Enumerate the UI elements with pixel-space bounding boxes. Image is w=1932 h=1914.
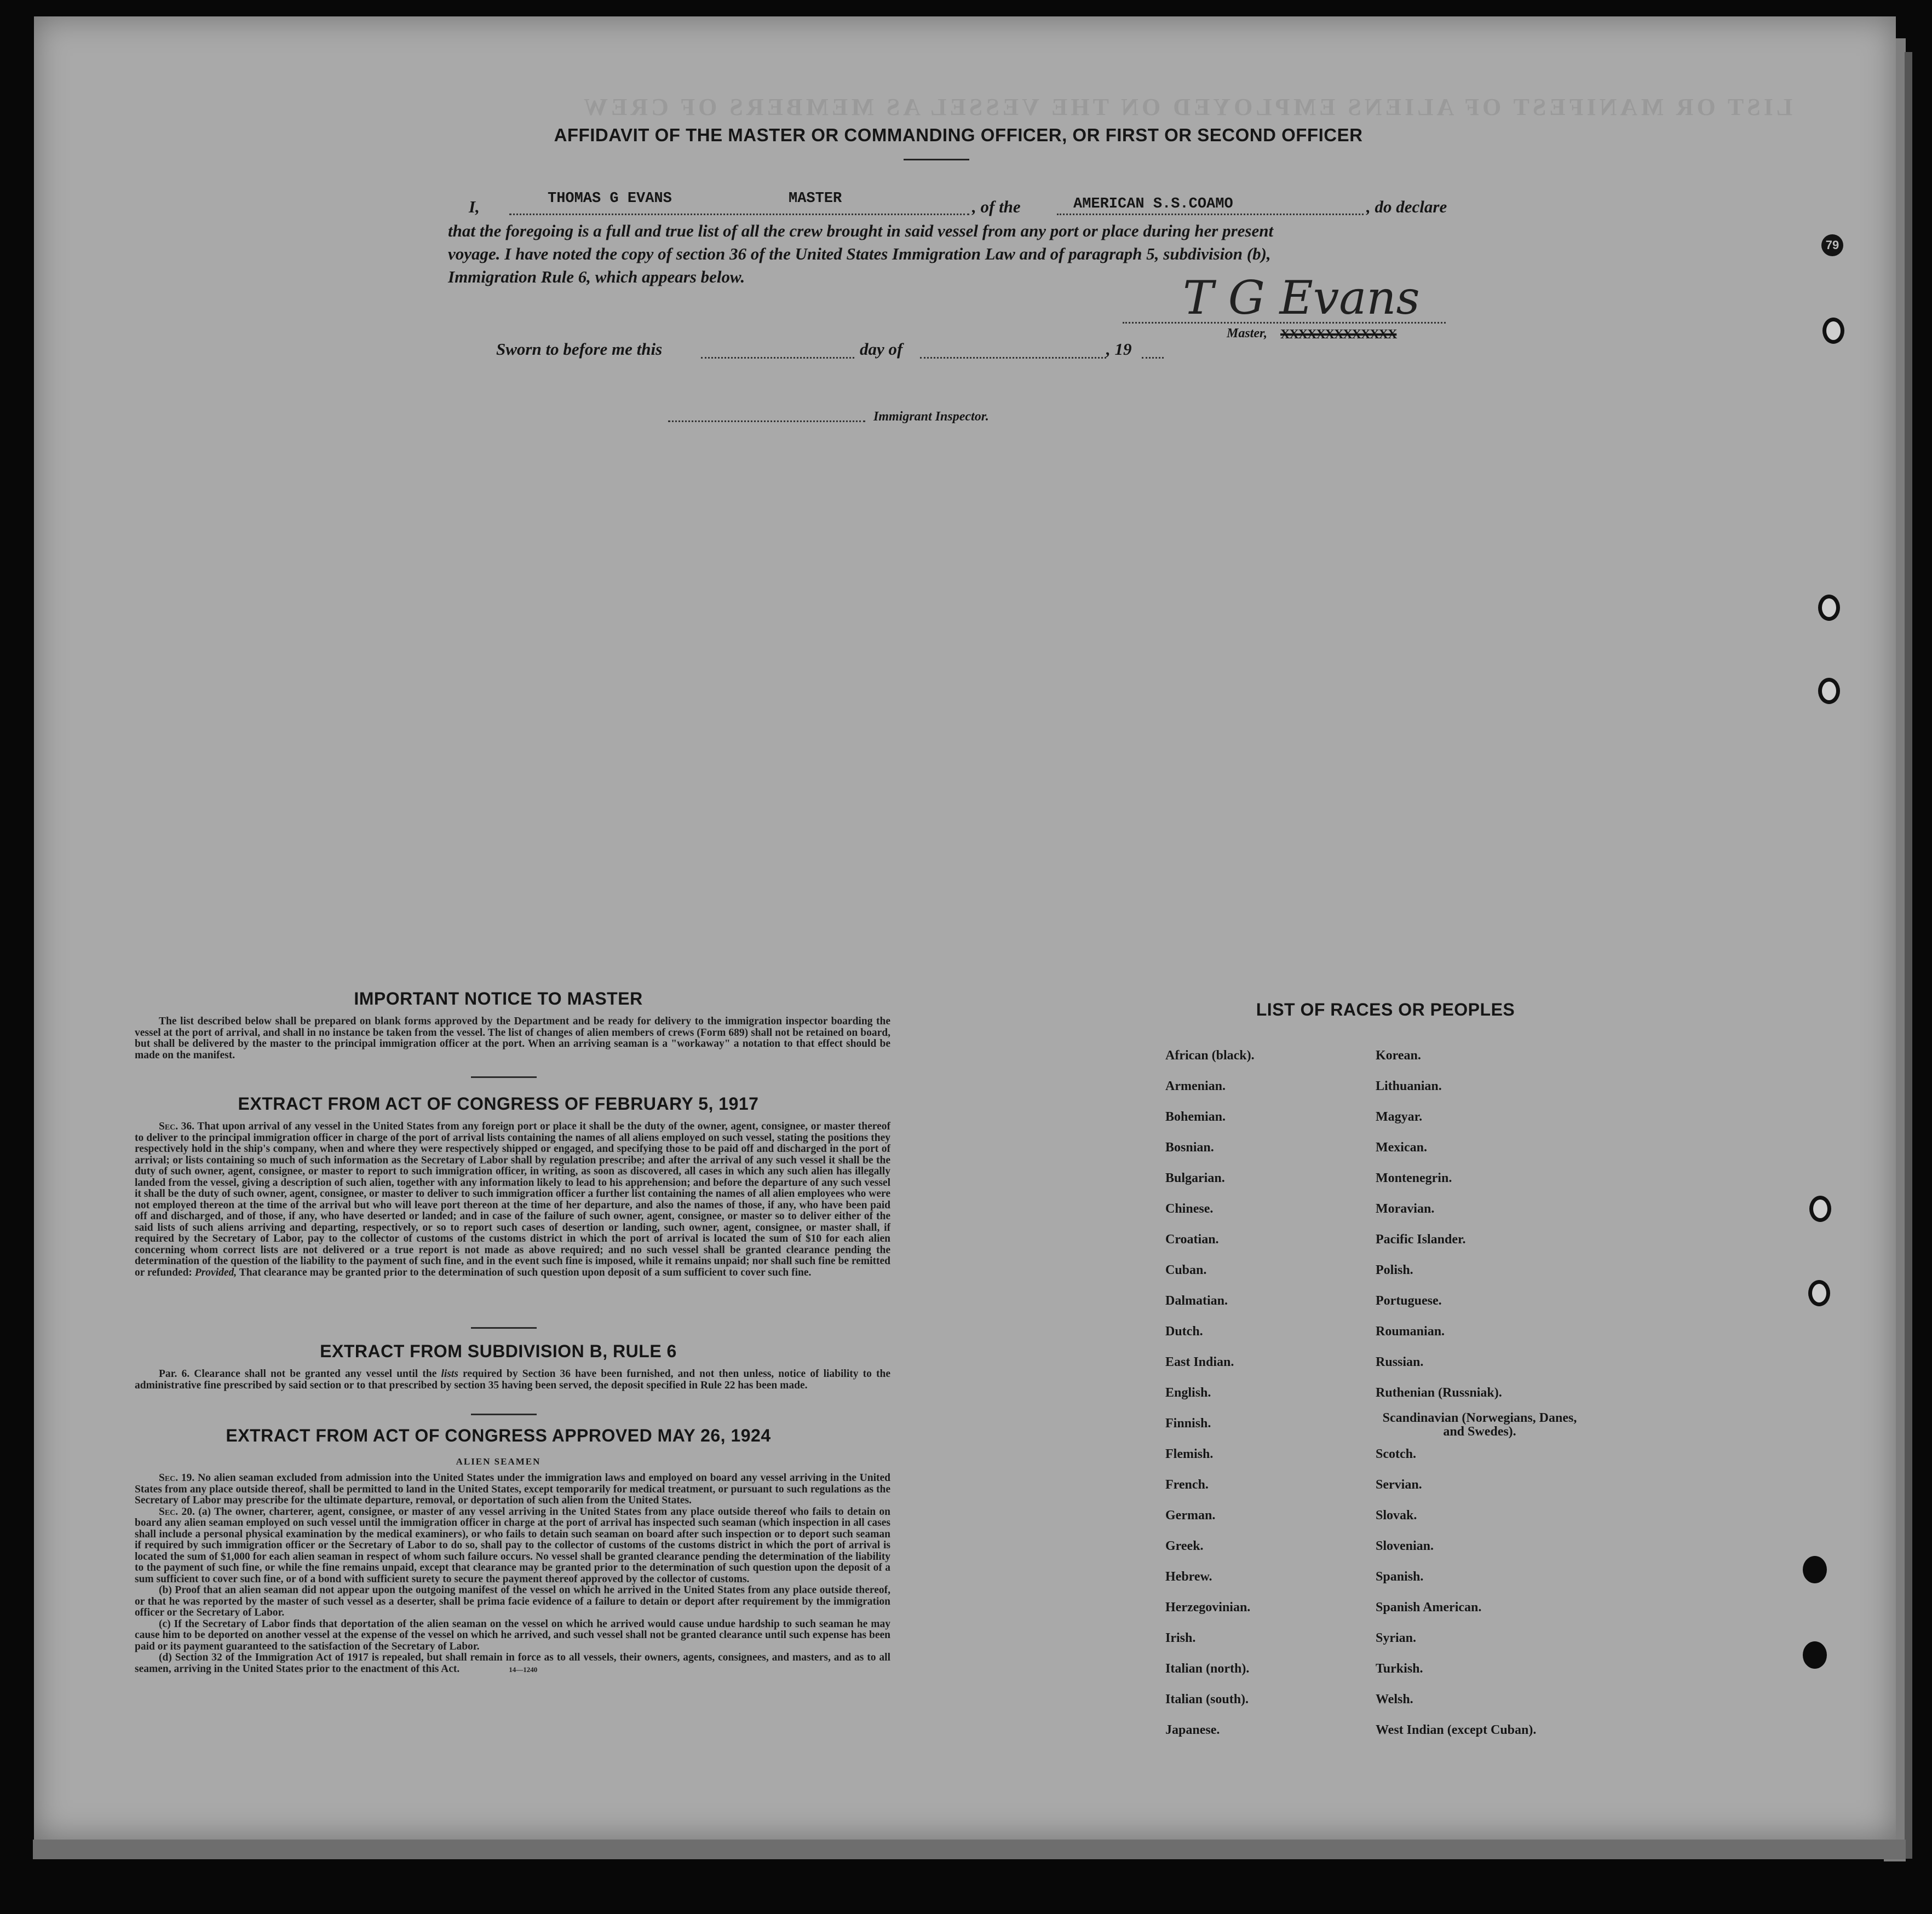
rule6-text-b: required by Section 36 have been furnished, and not then unless, notice of liability to the administrative fine prescribed by said section or to that prescribed by section 35 having been served, the deposit specified in Rule 22 has been made. xyxy=(135,1368,891,1391)
divider-rule-3 xyxy=(471,1414,537,1415)
year-prefix: , 19 xyxy=(1106,339,1132,359)
race-item: Herzegovinian. xyxy=(1165,1600,1251,1615)
rule6-lists: lists xyxy=(441,1368,458,1380)
inspector-line xyxy=(668,420,865,422)
extract-1924-title: EXTRACT FROM ACT OF CONGRESS APPROVED MAY 26, 1924 xyxy=(226,1426,771,1445)
race-item: Irish. xyxy=(1165,1631,1196,1645)
proviso-label: Provided, xyxy=(194,1266,237,1278)
inspector-label: Immigrant Inspector. xyxy=(873,410,989,424)
race-item: Japanese. xyxy=(1165,1723,1220,1737)
divider-rule xyxy=(471,1076,537,1078)
struck-out-title: XXXXXXXXXXXXX xyxy=(1280,327,1397,342)
race-item: Portuguese. xyxy=(1376,1294,1442,1308)
proviso-text: That clearance may be granted prior to the determination of such question upon deposit of a sum sufficient to cover such fine. xyxy=(239,1266,812,1278)
master-label: Master, xyxy=(1227,326,1268,341)
sec-20a-text: (a) The owner, charterer, agent, consignee, or master of any vessel arriving in the United States from any place outside thereof who fails to detain on board any alien seaman employed on such vessel until the immigration officer in charge at the port of arrival has inspected such seaman (which inspection in all cases shall include a personal physical examination by the medical examiners), or who fails to detain such seaman on board after such inspection or to deport such seaman if required by such immigration officer or the Secretary of Labor to do so, shall pay to the collector of customs of the customs district in which the port of arrival is located the sum of $1,000 for each alien seaman in respect of whom such failure occurs. No vessel shall be granted clearance pending the determination of the liability to the payment of such fine, or while the fine remains unpaid, except that clearance may be granted prior to the determination of such question upon the deposit of a sum sufficient to cover such fine, or of a bond with sufficient surety to secure the payment thereof approved by the collector of customs. xyxy=(135,1506,891,1585)
master-rank-typed: MASTER xyxy=(789,191,842,207)
race-item: Moravian. xyxy=(1376,1202,1435,1216)
race-item: Greek. xyxy=(1165,1539,1204,1553)
vessel-name-typed: AMERICAN S.S.COAMO xyxy=(1073,196,1233,212)
race-item: African (black). xyxy=(1165,1048,1255,1063)
race-item: Spanish. xyxy=(1376,1570,1424,1584)
binder-hole xyxy=(1822,318,1844,344)
binder-hole xyxy=(1808,1280,1830,1306)
sec-19-text: No alien seaman excluded from admission into the United States under the immigration laws and employed on board any vessel arriving in the United States from any place outside thereof, shall be permitted to land in the United States, except temporarily for medical treatment, or pursuant to such regulations as the Secretary of Labor may prescribe for the ultimate departure, removal, or deportation of such alien from the United States. xyxy=(135,1472,891,1506)
master-name-line xyxy=(509,214,969,215)
sec-36-label: Sec. 36. xyxy=(159,1121,195,1132)
extract-rule6-text xyxy=(135,1369,890,1391)
race-item: Ruthenian (Russniak). xyxy=(1376,1386,1502,1400)
race-item: Servian. xyxy=(1376,1478,1422,1492)
sec-19-label: Sec. 19. xyxy=(159,1472,195,1484)
race-item: Croatian. xyxy=(1165,1232,1219,1247)
race-item: Armenian. xyxy=(1165,1079,1226,1093)
page-number-badge: 79 xyxy=(1821,234,1843,256)
race-item: Syrian. xyxy=(1376,1631,1417,1645)
affidavit-pronoun: I, xyxy=(469,197,480,216)
race-item: Spanish American. xyxy=(1376,1600,1482,1615)
sworn-text: Sworn to before me this xyxy=(496,339,663,359)
race-item: Bohemian. xyxy=(1165,1110,1226,1124)
binder-hole xyxy=(1818,595,1840,621)
sworn-day-line xyxy=(701,357,854,359)
affidavit-of-the: , of the xyxy=(972,197,1021,216)
race-item: Pacific Islander. xyxy=(1376,1232,1466,1247)
race-item: Magyar. xyxy=(1376,1110,1423,1124)
race-item: Dutch. xyxy=(1165,1324,1203,1339)
binder-hole xyxy=(1818,678,1840,704)
extract-1917-title: EXTRACT FROM ACT OF CONGRESS OF FEBRUARY 5, 1917 xyxy=(238,1094,759,1114)
binder-hole-filled xyxy=(1803,1641,1827,1669)
race-item: Bulgarian. xyxy=(1165,1171,1225,1185)
title-rule xyxy=(904,159,969,160)
affidavit-line-4: Immigration Rule 6, which appears below. xyxy=(448,267,745,286)
race-item: Mexican. xyxy=(1376,1140,1427,1155)
race-item: Cuban. xyxy=(1165,1263,1207,1277)
race-item: Korean. xyxy=(1376,1048,1421,1063)
master-signature: T G Evans xyxy=(1183,271,1420,325)
extract-rule6-title: EXTRACT FROM SUBDIVISION B, RULE 6 xyxy=(320,1341,677,1361)
binder-hole-filled xyxy=(1803,1556,1827,1583)
alien-seamen-subtitle: ALIEN SEAMEN xyxy=(456,1456,541,1467)
affidavit-title: AFFIDAVIT OF THE MASTER OR COMMANDING OFFICER, OR FIRST OR SECOND OFFICER xyxy=(554,125,1363,145)
race-item: Scandinavian (Norwegians, Danes, and Swedes). xyxy=(1382,1411,1577,1439)
binder-hole xyxy=(1809,1196,1831,1222)
sec-20-label: Sec. 20. xyxy=(159,1506,195,1518)
sec-36-text: That upon arrival of any vessel in the United States from any foreign port or place it shall be the duty of the owner, agent, consignee, or master thereof to deliver to the principal immigration officer in charge of the port of arrival lists containing the names of all aliens employed on such vessel, stating the positions they respectively hold in the ship's company, when and where they were respectively shipped or engaged, and specifying those to be paid off and discharged in the port of arrival; or lists containing so much of such information as the Secretary of Labor shall by regulation prescribe; and after the arrival of any such vessel it shall be the duty of such owner, agent, consignee, or master to report to such immigration officer, in writing, as soon as discovered, all cases in which any such alien has illegally landed from the vessel, giving a description of such alien, together with any information likely to lead to his apprehension; and before the departure of any such vessel it shall be the duty of such owner, agent, consignee, or master to deliver to such immigration officer a further list containing the names of all alien employees who were not employed thereon at the time of the arrival but who will leave port thereon at the time of her departure, and also the names of those, if any, who have been paid off and discharged, and of those, if any, who have deserted or landed; and in case of the failure of such owner, agent, consignee, or master so to deliver either of the said lists of such aliens arriving and departing, respectively, or so to report such cases of desertion or landing, such owner, agent, consignee, or master shall, if required by the Secretary of Labor, pay to the collector of customs of the customs district in which the port of arrival is located the sum of $10 for each alien concerning whom correct lists are not delivered or a true report is not made as above required; and no such vessel shall be granted clearance pending the determination of the question of the liability to the payment of such fine, and in the event such fine is imposed, while it remains unpaid; nor shall such fine be remitted or refunded: xyxy=(135,1121,890,1278)
race-item: Bosnian. xyxy=(1165,1140,1214,1155)
notice-text xyxy=(135,1016,890,1061)
extract-1917-text xyxy=(135,1121,890,1278)
race-item: Roumanian. xyxy=(1376,1324,1445,1339)
race-item: Montenegrin. xyxy=(1376,1171,1452,1185)
race-item: Finnish. xyxy=(1165,1416,1211,1431)
sec-20c-text: (c) If the Secretary of Labor finds that deportation of the alien seaman on the vessel on which he arrived would cause undue hardship to such seaman he may cause him to be deported on another vessel at the expense of the vessel on which he arrived, and such vessel shall not be granted clearance until such expense has been paid or its payment guaranteed to the satisfaction of the Secretary of Labor. xyxy=(135,1618,890,1652)
race-item: Scotch. xyxy=(1376,1447,1416,1461)
bleed-through-heading: LIST OR MANIFEST OF ALIENS EMPLOYED ON THE VESSEL AS MEMBERS OF CREW xyxy=(580,94,1793,120)
vessel-line xyxy=(1057,214,1364,215)
race-item: Lithuanian. xyxy=(1376,1079,1442,1093)
rule6-text-a: Par. 6. Clearance shall not be granted any vessel until the xyxy=(159,1368,437,1380)
race-item: Dalmatian. xyxy=(1165,1294,1228,1308)
sec-20d-text: (d) Section 32 of the Immigration Act of 1917 is repealed, but shall remain in force as to all vessels, their owners, agents, consignees, and masters, and as to all seamen, arriving in the United States prior to the enactment of this Act. xyxy=(135,1652,890,1675)
form-number: 14—1240 xyxy=(509,1665,538,1674)
race-item: Russian. xyxy=(1376,1355,1424,1369)
master-name-typed: THOMAS G EVANS xyxy=(548,191,672,207)
race-item: German. xyxy=(1165,1508,1216,1523)
race-item: Turkish. xyxy=(1376,1662,1423,1676)
day-of-text: day of xyxy=(860,339,903,359)
race-item: Hebrew. xyxy=(1165,1570,1212,1584)
race-item: English. xyxy=(1165,1386,1211,1400)
year-line xyxy=(1142,357,1164,359)
affidavit-line-2: that the foregoing is a full and true list of all the crew brought in said vessel from any port or place during her present xyxy=(448,221,1274,240)
race-item: Slovenian. xyxy=(1376,1539,1434,1553)
divider-rule-2 xyxy=(471,1327,537,1329)
race-item: Flemish. xyxy=(1165,1447,1214,1461)
notice-title: IMPORTANT NOTICE TO MASTER xyxy=(354,989,643,1008)
race-item: East Indian. xyxy=(1165,1355,1234,1369)
affidavit-line-3: voyage. I have noted the copy of section 36 of the United States Immigration Law and of paragraph 5, subdivision (b), xyxy=(448,244,1271,263)
page-bottom-edge xyxy=(33,1840,1906,1859)
race-item: Slovak. xyxy=(1376,1508,1417,1523)
race-item: West Indian (except Cuban). xyxy=(1376,1723,1537,1737)
race-item: Italian (south). xyxy=(1165,1692,1249,1707)
race-item: Polish. xyxy=(1376,1263,1413,1277)
extract-1924-text xyxy=(135,1473,890,1675)
sworn-month-line xyxy=(920,357,1106,359)
affidavit-declare: , do declare xyxy=(1366,197,1447,216)
sec-20b-text: (b) Proof that an alien seaman did not appear upon the outgoing manifest of the vessel on which he arrived in the United States from any place outside thereof, or that he was reported by the master of such vessel as a deserter, shall be prima facie evidence of a failure to detain or deport after requirement by the immigration officer or the Secretary of Labor. xyxy=(135,1584,890,1618)
race-item: Chinese. xyxy=(1165,1202,1214,1216)
notice-paragraph: The list described below shall be prepared on blank forms approved by the Department and be ready for delivery to the immigration inspector boarding the vessel at the port of arrival, and shall in no instance be taken from the vessel. The list of changes of alien members of crews (Form 689) shall not be retained on board, but shall be delivered by the master to the principal immigration officer at the port. When an arriving seaman is a "workaway" a notation to that effect should be made on the manifest. xyxy=(135,1016,890,1061)
races-title: LIST OF RACES OR PEOPLES xyxy=(1256,1000,1515,1019)
race-item: French. xyxy=(1165,1478,1209,1492)
page-edge-shadow xyxy=(1905,52,1912,1859)
race-item: Welsh. xyxy=(1376,1692,1413,1707)
race-item: Italian (north). xyxy=(1165,1662,1250,1676)
